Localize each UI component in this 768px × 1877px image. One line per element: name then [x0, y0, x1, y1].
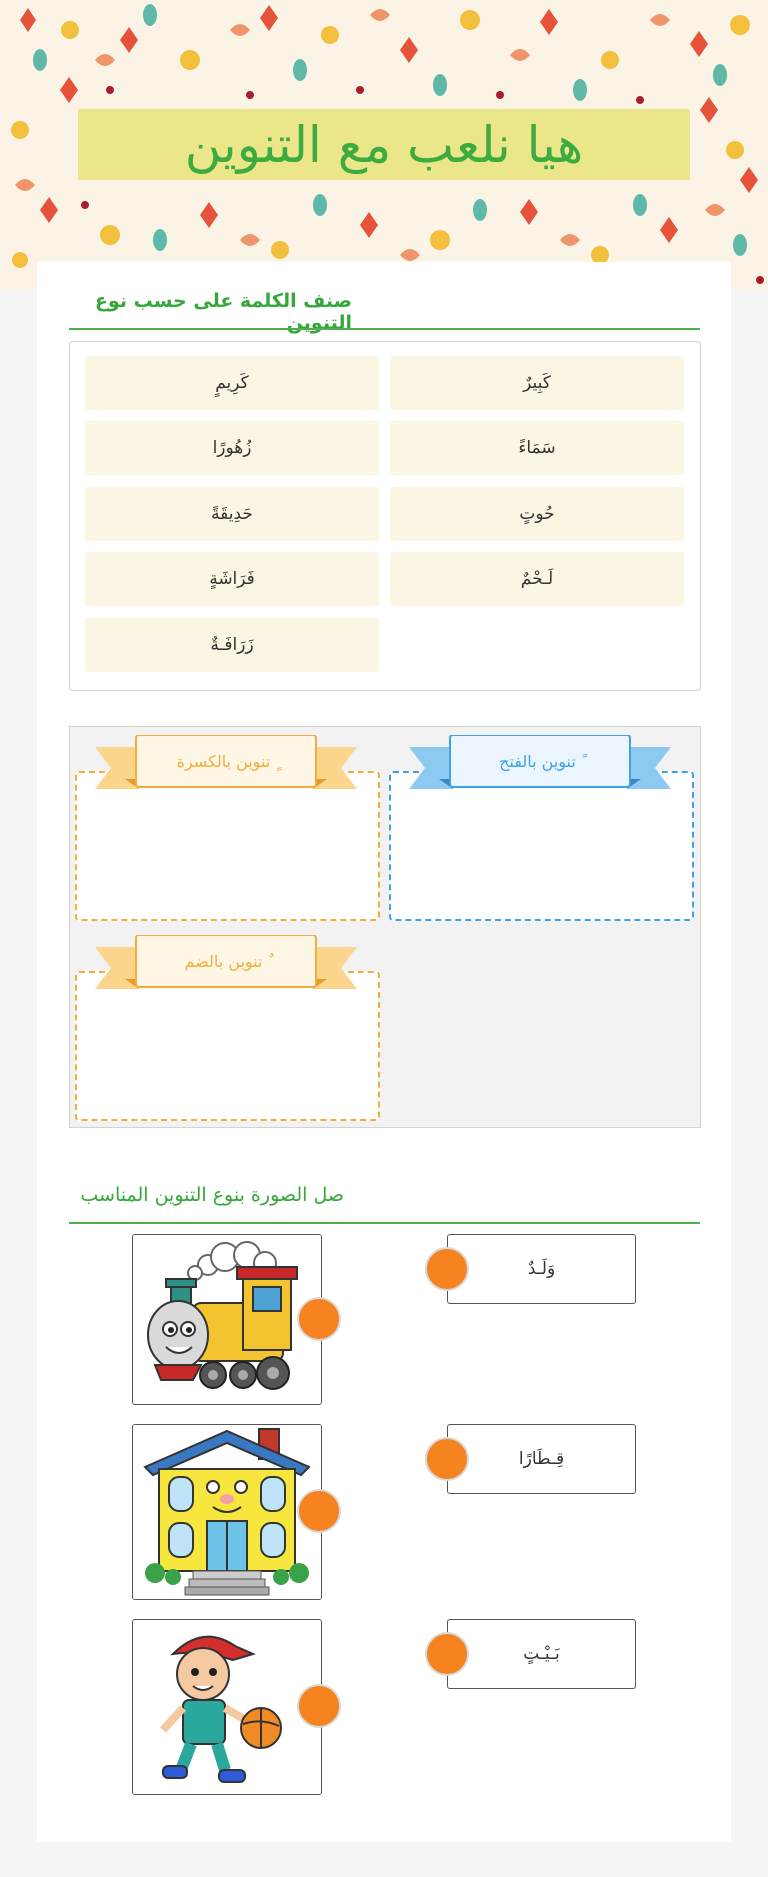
header-banner — [0, 0, 768, 290]
section-title-classify: صنف الكلمة على حسب نوع التنوين — [94, 290, 352, 334]
category-label-kasr: ٍ تنوين بالكسرة — [176, 751, 276, 771]
word-chip[interactable]: فَرَاشَةٍ — [85, 552, 379, 606]
word-chip[interactable]: زَرَافَـةٌ — [85, 618, 379, 672]
section-divider — [69, 328, 700, 330]
match-dot-image-2[interactable] — [297, 1489, 341, 1533]
boy-illustration — [133, 1620, 321, 1794]
word-chip[interactable]: حَدِيقَةً — [85, 487, 379, 541]
word-bank — [69, 341, 701, 691]
category-drop-area — [69, 726, 701, 1128]
section-divider — [69, 1222, 700, 1224]
drop-zone-fath[interactable] — [389, 771, 694, 921]
category-label-damm: ٌ تنوين بالضم — [184, 951, 268, 971]
match-word-box: قِـطَارًا — [447, 1424, 636, 1494]
match-word-box: بَـيْـتٍ — [447, 1619, 636, 1689]
category-label-fath: ً تنوين بالفتح — [499, 751, 581, 771]
word-chip[interactable]: لَـحْمٌ — [390, 552, 684, 606]
match-dot-word-2[interactable] — [425, 1437, 469, 1481]
word-chip[interactable]: كَبِيرٌ — [390, 356, 684, 410]
title-band — [78, 109, 690, 180]
word-chip[interactable]: حُوتٍ — [390, 487, 684, 541]
section-title-match: صل الصورة بنوع التنوين المناسب — [80, 1184, 344, 1206]
train-image — [132, 1234, 322, 1405]
drop-zone-kasr[interactable] — [75, 771, 380, 921]
match-dot-image-1[interactable] — [297, 1297, 341, 1341]
match-dot-image-3[interactable] — [297, 1684, 341, 1728]
word-chip[interactable]: سَمَاءً — [390, 421, 684, 475]
ribbon-kasr — [95, 735, 357, 791]
ribbon-damm — [95, 935, 357, 991]
ribbon-fath — [409, 735, 671, 791]
word-chip[interactable]: كَرِيمٍ — [85, 356, 379, 410]
word-chip[interactable]: زُهُورًا — [85, 421, 379, 475]
page-title: هيا نلعب مع التنوين — [184, 115, 584, 174]
match-dot-word-3[interactable] — [425, 1632, 469, 1676]
boy-image — [132, 1619, 322, 1795]
match-word-box: وَلَـدٌ — [447, 1234, 636, 1304]
drop-zone-damm[interactable] — [75, 971, 380, 1121]
match-dot-word-1[interactable] — [425, 1247, 469, 1291]
house-image — [132, 1424, 322, 1600]
train-illustration — [133, 1235, 321, 1404]
house-illustration — [133, 1425, 321, 1599]
